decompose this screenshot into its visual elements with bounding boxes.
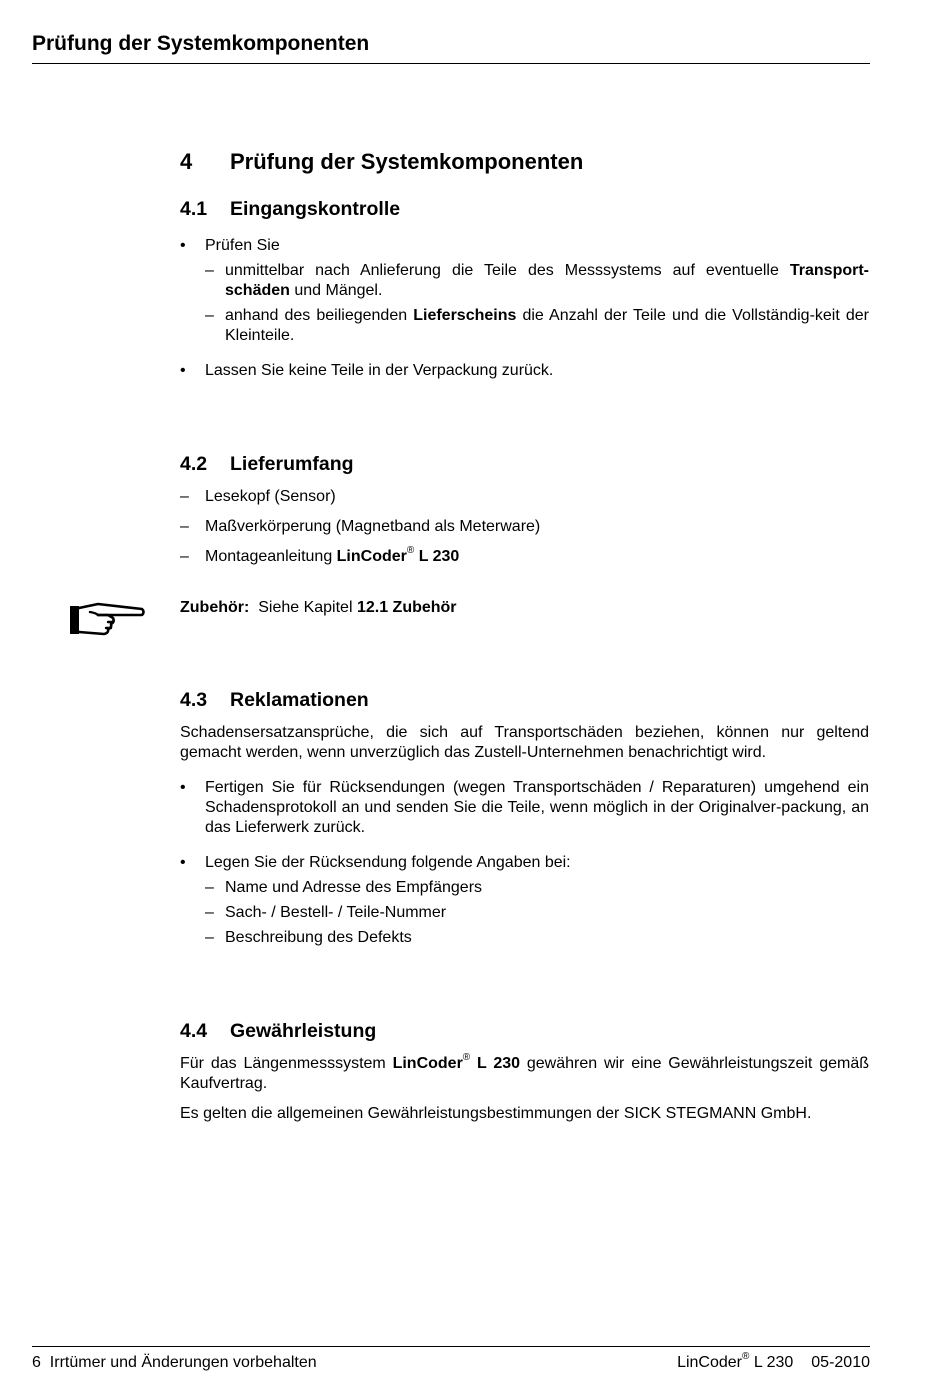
dash-mark: – — [205, 307, 214, 324]
list-item-text: Fertigen Sie für Rücksendungen (wegen Transportschäden / Reparaturen) umgehend ein Schadensprotokoll an und senden Sie die Teile, wenn möglich in der Originalver-packung, an das Lieferwerk zurück. — [205, 779, 869, 836]
product-name: LinCoder — [392, 1055, 463, 1072]
list-item-text: Beschreibung des Defekts — [225, 929, 412, 946]
section-heading-4-2 — [180, 452, 354, 476]
list-item-text: Lesekopf (Sensor) — [205, 488, 336, 505]
list-item — [180, 517, 869, 537]
dash-mark: – — [205, 904, 214, 921]
list-item-text: anhand des beiliegenden — [225, 307, 414, 324]
registered-mark: ® — [406, 544, 415, 556]
section-number: 4.1 — [180, 198, 208, 220]
product-model: L 230 — [414, 548, 460, 565]
chapter-heading — [180, 148, 583, 176]
list-item-text: Lassen Sie keine Teile in der Verpackung zurück. — [205, 362, 554, 379]
accessory-note — [180, 598, 869, 618]
emphasis-text: Lieferscheins — [413, 307, 517, 324]
bullet-mark: • — [180, 362, 186, 379]
section-body-4-3 — [180, 723, 869, 948]
registered-mark: ® — [742, 1350, 750, 1362]
paragraph: Es gelten die allgemeinen Gewährleistungsbestimmungen der SICK STEGMANN GmbH. — [180, 1105, 812, 1122]
list-item-text: Montageanleitung — [205, 548, 337, 565]
emphasis-text: Transport-schäden — [225, 262, 869, 299]
list-item — [180, 487, 869, 507]
section-title: Reklamationen — [230, 689, 369, 711]
list-item — [180, 853, 869, 873]
section-title: Lieferumfang — [230, 453, 354, 475]
running-header-title: Prüfung der Systemkomponenten — [32, 32, 370, 55]
list-item — [180, 544, 869, 567]
dash-mark: – — [180, 518, 189, 535]
section-number: 4.4 — [180, 1020, 208, 1042]
list-item-text: unmittelbar nach Anlieferung die Teile des Messsystems auf eventuelle — [225, 262, 790, 279]
list-item — [180, 778, 869, 838]
running-footer — [32, 1346, 870, 1373]
footer-product — [677, 1350, 870, 1373]
list-item-text: Name und Adresse des Empfängers — [225, 879, 483, 896]
pointing-hand-icon — [68, 600, 146, 638]
note-text: Siehe Kapitel — [249, 599, 357, 616]
list-item-text: und Mängel. — [289, 282, 383, 299]
paragraph-text: gewähren wir eine Gewährleistungszeit gemäß Kaufvertrag. — [180, 1055, 869, 1092]
page-number: 6 — [32, 1354, 41, 1371]
paragraph — [180, 1051, 869, 1094]
chapter-title: Prüfung der Systemkomponenten — [230, 149, 584, 174]
registered-mark: ® — [462, 1051, 471, 1063]
list-item — [180, 928, 869, 948]
list-item — [180, 261, 869, 301]
list-item-text: die Anzahl der Teile und die Vollständig-keit der Kleinteile. — [225, 307, 870, 344]
footer-product-name: LinCoder — [677, 1354, 743, 1371]
paragraph-text: Für das Längenmesssystem — [180, 1055, 393, 1072]
section-number: 4.3 — [180, 689, 208, 711]
bullet-mark: • — [180, 779, 186, 796]
list-item-text: Maßverkörperung (Magnetband als Meterware) — [205, 518, 541, 535]
bullet-mark: • — [180, 854, 186, 871]
chapter-number: 4 — [180, 149, 193, 174]
dash-mark: – — [180, 548, 189, 565]
list-item — [180, 236, 869, 256]
list-item-text: Legen Sie der Rücksendung folgende Angaben bei: — [205, 854, 571, 871]
section-title: Eingangskontrolle — [230, 198, 401, 220]
section-body-4-1 — [180, 236, 869, 381]
list-item — [180, 903, 869, 923]
section-title: Gewährleistung — [230, 1020, 377, 1042]
chapter-reference: 12.1 Zubehör — [356, 599, 457, 616]
paragraph: Schadensersatzansprüche, die sich auf Transportschäden beziehen, können nur geltend gemacht werden, wenn unverzüglich das Zustell-Unternehmen benachrichtigt wird. — [180, 724, 869, 761]
running-header — [32, 30, 870, 64]
section-body-4-2 — [180, 487, 869, 567]
product-name: LinCoder — [336, 548, 407, 565]
section-body-4-4 — [180, 1051, 869, 1124]
dash-mark: – — [205, 262, 214, 279]
footer-date: 05-2010 — [811, 1354, 870, 1371]
list-item-text: Sach- / Bestell- / Teile-Nummer — [225, 904, 447, 921]
footer-disclaimer: Irrtümer und Änderungen vorbehalten — [49, 1354, 317, 1371]
dash-mark: – — [205, 929, 214, 946]
section-heading-4-4 — [180, 1019, 376, 1043]
note-label: Zubehör: — [180, 599, 250, 616]
list-item-text: Prüfen Sie — [205, 237, 280, 254]
list-item — [180, 306, 869, 346]
dash-mark: – — [205, 879, 214, 896]
section-number: 4.2 — [180, 453, 208, 475]
dash-mark: – — [180, 488, 189, 505]
list-item — [180, 878, 869, 898]
section-heading-4-3 — [180, 688, 369, 712]
footer-product-model: L 230 — [749, 1354, 794, 1371]
section-heading-4-1 — [180, 197, 400, 221]
list-item — [180, 361, 869, 381]
bullet-mark: • — [180, 237, 186, 254]
product-model: L 230 — [470, 1055, 521, 1072]
